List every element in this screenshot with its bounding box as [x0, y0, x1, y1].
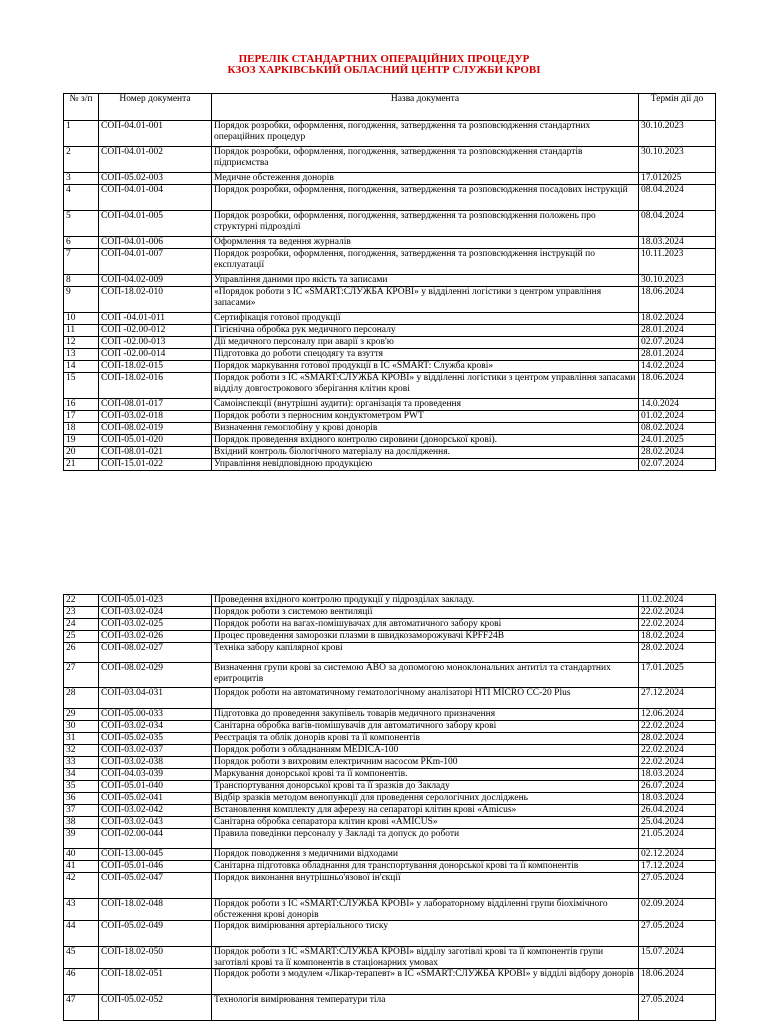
document-name: Порядок розробки, оформлення, погодження, затвердження та розповсюдження посадових інструкцій — [212, 185, 639, 211]
valid-until-date: 30.10.2023 — [639, 121, 716, 147]
table-row — [64, 447, 716, 459]
document-name: Технологія вимірювання температури тіла — [212, 995, 639, 1021]
document-name: Дії медичного персоналу при аварії з кров'ю — [212, 337, 639, 349]
valid-until-date: 28.02.2024 — [639, 447, 716, 459]
document-code: СОП-04.01-001 — [99, 121, 212, 147]
column-header-code: Номер документа — [99, 94, 212, 121]
valid-until-date: 27.12.2024 — [639, 688, 716, 709]
document-code: СОП-08.01-017 — [99, 399, 212, 411]
table-row — [64, 709, 716, 721]
table-row — [64, 817, 716, 829]
table-row — [64, 121, 716, 147]
document-code: СОП-18.02-048 — [99, 899, 212, 921]
row-number: 35 — [64, 781, 99, 793]
row-number: 39 — [64, 829, 99, 849]
valid-until-date: 18.03.2024 — [639, 769, 716, 781]
table-row — [64, 861, 716, 873]
document-name: Порядок виконання внутрішньо'язової ін'єкції — [212, 873, 639, 899]
valid-until-date: 01.02.2024 — [639, 411, 716, 423]
document-code: СОП -02.00-012 — [99, 325, 212, 337]
document-name: Порядок розробки, оформлення, погодження, затвердження та розповсюдження стандартних операційних процедур — [212, 121, 639, 147]
table-row — [64, 399, 716, 411]
document-name: Самоінспекції (внутрішні аудити): організація та проведення — [212, 399, 639, 411]
row-number: 47 — [64, 995, 99, 1021]
document-code: СОП-05.00-033 — [99, 709, 212, 721]
document-name: Санітарна підготовка обладнання для транспортування донорської крові та її компонентів — [212, 861, 639, 873]
document-code: СОП-08.01-021 — [99, 447, 212, 459]
row-number: 26 — [64, 643, 99, 663]
document-code: СОП-03.02-018 — [99, 411, 212, 423]
sop-table-page-2 — [63, 594, 716, 1021]
valid-until-date: 18.03.2024 — [639, 793, 716, 805]
row-number: 1 — [64, 121, 99, 147]
valid-until-date: 22.02.2024 — [639, 721, 716, 733]
table-row — [64, 995, 716, 1021]
row-number: 28 — [64, 688, 99, 709]
valid-until-date: 17.12.2024 — [639, 861, 716, 873]
valid-until-date: 22.02.2024 — [639, 619, 716, 631]
row-number: 7 — [64, 249, 99, 275]
document-name: Порядок роботи з вихровим електричним насосом PKm-100 — [212, 757, 639, 769]
valid-until-date: 02.07.2024 — [639, 337, 716, 349]
document-code: СОП-03.04-031 — [99, 688, 212, 709]
table-row — [64, 423, 716, 435]
table-row — [64, 631, 716, 643]
row-number: 24 — [64, 619, 99, 631]
document-code: СОП-18.02-010 — [99, 287, 212, 313]
table-row — [64, 769, 716, 781]
document-name: Процес проведення заморозки плазми в швидкозаморожувачі KPFF24B — [212, 631, 639, 643]
row-number: 38 — [64, 817, 99, 829]
valid-until-date: 18.06.2024 — [639, 373, 716, 399]
valid-until-date: 18.02.2024 — [639, 313, 716, 325]
row-number: 21 — [64, 459, 99, 471]
table-row — [64, 337, 716, 349]
valid-until-date: 30.10.2023 — [639, 275, 716, 287]
valid-until-date: 08.02.2024 — [639, 423, 716, 435]
valid-until-date: 22.02.2024 — [639, 745, 716, 757]
document-name: Відбір зразків методом венопункції для проведення серологічних досліджень — [212, 793, 639, 805]
table-row — [64, 361, 716, 373]
document-code: СОП-04.03-039 — [99, 769, 212, 781]
row-number: 46 — [64, 969, 99, 995]
valid-until-date: 15.07.2024 — [639, 947, 716, 969]
valid-until-date: 18.03.2024 — [639, 237, 716, 249]
row-number: 5 — [64, 211, 99, 237]
document-name: Порядок проведення вхідного контролю сировини (донорської крові). — [212, 435, 639, 447]
document-code: СОП-05.02-041 — [99, 793, 212, 805]
valid-until-date: 14.02.2024 — [639, 361, 716, 373]
table-row — [64, 873, 716, 899]
table-row — [64, 849, 716, 861]
document-name: Порядок розробки, оформлення, погодження, затвердження та розповсюдження стандартів підприємства — [212, 147, 639, 173]
document-code: СОП-05.01-040 — [99, 781, 212, 793]
valid-until-date: 28.01.2024 — [639, 349, 716, 361]
valid-until-date: 08.04.2024 — [639, 211, 716, 237]
document-name: Порядок розробки, оформлення, погодження, затвердження та розповсюдження положень про структурні підрозділі — [212, 211, 639, 237]
valid-until-date: 26.04.2024 — [639, 805, 716, 817]
document-name: Порядок роботи з модулем «Лікар-терапевт» в ІС «SMART:СЛУЖБА КРОВІ» у відділі відбору донорів — [212, 969, 639, 995]
valid-until-date: 28.02.2024 — [639, 643, 716, 663]
row-number: 10 — [64, 313, 99, 325]
document-code: СОП-05.01-020 — [99, 435, 212, 447]
document-code: СОП-04.01-005 — [99, 211, 212, 237]
document-name: Підготовка до роботи спецодягу та взуття — [212, 349, 639, 361]
document-code: СОП-03.02-043 — [99, 817, 212, 829]
table-row — [64, 805, 716, 817]
valid-until-date: 25.04.2024 — [639, 817, 716, 829]
document-code: СОП-18.02-015 — [99, 361, 212, 373]
valid-until-date: 27.05.2024 — [639, 921, 716, 947]
valid-until-date: 17.01.2025 — [639, 663, 716, 688]
row-number: 17 — [64, 411, 99, 423]
table-body — [64, 121, 716, 471]
table-row — [64, 595, 716, 607]
row-number: 2 — [64, 147, 99, 173]
document-name: Порядок роботи з перносним кондуктометром PWT — [212, 411, 639, 423]
table-row — [64, 745, 716, 757]
document-name: Порядок вимірювання артеріального тиску — [212, 921, 639, 947]
table-row — [64, 459, 716, 471]
document-code: СОП-03.02-034 — [99, 721, 212, 733]
document-name: Сертифікація готової продукції — [212, 313, 639, 325]
row-number: 32 — [64, 745, 99, 757]
document-name: Порядок роботи з ІС «SMART:СЛУЖБА КРОВІ» відділу заготівлі крові та її компонентів групи заготівлі крові та її компонентів в стаціонарних умовах — [212, 947, 639, 969]
table-row — [64, 643, 716, 663]
table-row — [64, 249, 716, 275]
document-name: Порядок поводження з медичними відходами — [212, 849, 639, 861]
table-row — [64, 721, 716, 733]
row-number: 13 — [64, 349, 99, 361]
document-code: СОП-02.00-044 — [99, 829, 212, 849]
document-name: Гігієнічна обробка рук медичного персоналу — [212, 325, 639, 337]
document-name: Порядок роботи на вагах-помішувачах для автоматичного забору крові — [212, 619, 639, 631]
document-name: Правила поведінки персоналу у Закладі та допуск до роботи — [212, 829, 639, 849]
row-number: 23 — [64, 607, 99, 619]
table-row — [64, 435, 716, 447]
valid-until-date: 27.05.2024 — [639, 995, 716, 1021]
sop-table-page-1 — [63, 93, 716, 471]
valid-until-date: 12.06.2024 — [639, 709, 716, 721]
row-number: 6 — [64, 237, 99, 249]
document-code: СОП -02.00-014 — [99, 349, 212, 361]
valid-until-date: 18.02.2024 — [639, 631, 716, 643]
row-number: 31 — [64, 733, 99, 745]
row-number: 33 — [64, 757, 99, 769]
document-code: СОП-04.01-006 — [99, 237, 212, 249]
table-body — [64, 595, 716, 1021]
valid-until-date: 22.02.2024 — [639, 757, 716, 769]
row-number: 15 — [64, 373, 99, 399]
valid-until-date: 14.0.2024 — [639, 399, 716, 411]
table-row — [64, 287, 716, 313]
document-code: СОП-08.02-019 — [99, 423, 212, 435]
document-name: Порядок роботи з ІС «SMART:СЛУЖБА КРОВІ» у відділенні логістики з центром управління запасами відділу довгострокового зберігання клітин крові — [212, 373, 639, 399]
row-number: 42 — [64, 873, 99, 899]
row-number: 44 — [64, 921, 99, 947]
document-name: Визначення гемоглобіну у крові донорів — [212, 423, 639, 435]
row-number: 43 — [64, 899, 99, 921]
table-row — [64, 733, 716, 745]
row-number: 22 — [64, 595, 99, 607]
document-code: СОП-18.02-051 — [99, 969, 212, 995]
table-row — [64, 211, 716, 237]
table-row — [64, 349, 716, 361]
document-code: СОП-05.01-046 — [99, 861, 212, 873]
document-name: Транспортування донорської крові та її зразків до Закладу — [212, 781, 639, 793]
table-row — [64, 173, 716, 185]
valid-until-date: 18.06.2024 — [639, 969, 716, 995]
table-row — [64, 663, 716, 688]
row-number: 19 — [64, 435, 99, 447]
document-name: Управління невідповідною продукцією — [212, 459, 639, 471]
table-row — [64, 921, 716, 947]
document-name: Санітарна обробка сепаратора клітин крові «AMICUS» — [212, 817, 639, 829]
valid-until-date: 28.01.2024 — [639, 325, 716, 337]
valid-until-date: 21.05.2024 — [639, 829, 716, 849]
row-number: 3 — [64, 173, 99, 185]
row-number: 16 — [64, 399, 99, 411]
document-code: СОП -02.00-013 — [99, 337, 212, 349]
valid-until-date: 10.11.2023 — [639, 249, 716, 275]
table-row — [64, 781, 716, 793]
row-number: 12 — [64, 337, 99, 349]
table-header-row — [64, 94, 716, 121]
document-code: СОП-03.02-042 — [99, 805, 212, 817]
column-header-valid-until: Термін дії до — [639, 94, 716, 121]
document-name: Реєстрація та облік донорів крові та її компонентів — [212, 733, 639, 745]
row-number: 27 — [64, 663, 99, 688]
document-code: СОП-05.02-003 — [99, 173, 212, 185]
table-row — [64, 275, 716, 287]
row-number: 4 — [64, 185, 99, 211]
valid-until-date: 30.10.2023 — [639, 147, 716, 173]
document-code: СОП-03.02-038 — [99, 757, 212, 769]
table-row — [64, 829, 716, 849]
document-code: СОП-05.02-052 — [99, 995, 212, 1021]
row-number: 40 — [64, 849, 99, 861]
document-code: СОП-03.02-024 — [99, 607, 212, 619]
valid-until-date: 08.04.2024 — [639, 185, 716, 211]
document-code: СОП-05.02-047 — [99, 873, 212, 899]
document-code: СОП-13.00-045 — [99, 849, 212, 861]
document-title-line-1: ПЕРЕЛІК СТАНДАРТНИХ ОПЕРАЦІЙНИХ ПРОЦЕДУР — [238, 53, 530, 65]
row-number: 11 — [64, 325, 99, 337]
valid-until-date: 18.06.2024 — [639, 287, 716, 313]
table-row — [64, 619, 716, 631]
valid-until-date: 11.02.2024 — [639, 595, 716, 607]
document-name: Оформлення та ведення журналів — [212, 237, 639, 249]
row-number: 14 — [64, 361, 99, 373]
table-row — [64, 147, 716, 173]
table-row — [64, 185, 716, 211]
document-code: СОП-04.01-004 — [99, 185, 212, 211]
row-number: 25 — [64, 631, 99, 643]
document-name: Порядок маркування готової продукції в ІС «SMART: Служба крові» — [212, 361, 639, 373]
document-code: СОП-18.02-016 — [99, 373, 212, 399]
document-code: СОП-03.02-026 — [99, 631, 212, 643]
document-code: СОП-04.02-009 — [99, 275, 212, 287]
document-name: Порядок роботи з обладнанням MEDICA-100 — [212, 745, 639, 757]
document-code: СОП-08.02-029 — [99, 663, 212, 688]
document-name: Підготовка до проведення закупівель товарів медичного призначення — [212, 709, 639, 721]
document-name: Маркування донорської крові та її компонентів. — [212, 769, 639, 781]
table-row — [64, 325, 716, 337]
valid-until-date: 02.12.2024 — [639, 849, 716, 861]
row-number: 29 — [64, 709, 99, 721]
document-name: Порядок роботи на автоматичному гематологічному аналізаторі HTI MICRO CC-20 Plus — [212, 688, 639, 709]
document-name: Медичне обстеження донорів — [212, 173, 639, 185]
column-header-number: № з/п — [64, 94, 99, 121]
table-row — [64, 607, 716, 619]
table-row — [64, 947, 716, 969]
document-name: Порядок роботи з ІС «SMART:СЛУЖБА КРОВІ» у лабораторному відділенні групи біохімічного обстеження крові донорів — [212, 899, 639, 921]
document-name: Санітарна обробка вагів-помішувачів для автоматичного забору крові — [212, 721, 639, 733]
document-code: СОП-03.02-025 — [99, 619, 212, 631]
row-number: 30 — [64, 721, 99, 733]
table-row — [64, 757, 716, 769]
row-number: 18 — [64, 423, 99, 435]
document-code: СОП-15.01-022 — [99, 459, 212, 471]
valid-until-date: 02.07.2024 — [639, 459, 716, 471]
document-name: Управління даними про якість та записами — [212, 275, 639, 287]
document-name: Встановлення комплекту для аферезу на сепараторі клітин крові «Amicus» — [212, 805, 639, 817]
row-number: 37 — [64, 805, 99, 817]
valid-until-date: 22.02.2024 — [639, 607, 716, 619]
document-name: Порядок роботи з системою вентиляції — [212, 607, 639, 619]
table-row — [64, 688, 716, 709]
document-code: СОП-04.01-002 — [99, 147, 212, 173]
column-header-name: Назва документа — [212, 94, 639, 121]
document-name: Проведення вхідного контролю продукції у підрозділах закладу. — [212, 595, 639, 607]
row-number: 36 — [64, 793, 99, 805]
valid-until-date: 02.09.2024 — [639, 899, 716, 921]
document-code: СОП-05.02-035 — [99, 733, 212, 745]
document-code: СОП-03.02-037 — [99, 745, 212, 757]
document-code: СОП-08.02-027 — [99, 643, 212, 663]
row-number: 41 — [64, 861, 99, 873]
table-row — [64, 969, 716, 995]
document-name: Визначення групи крові за системою АВО за допомогою моноклональних антитіл та стандартних еритроцитів — [212, 663, 639, 688]
document-code: СОП-18.02-050 — [99, 947, 212, 969]
row-number: 45 — [64, 947, 99, 969]
document-name: Техніка забору капілярної крові — [212, 643, 639, 663]
table-row — [64, 899, 716, 921]
document-code: СОП-04.01-007 — [99, 249, 212, 275]
document-title-line-2: КЗОЗ ХАРКІВСЬКИЙ ОБЛАСНИЙ ЦЕНТР СЛУЖБИ КРОВІ — [227, 64, 541, 76]
document-name: Вхідний контроль біологічного матеріалу на дослідження. — [212, 447, 639, 459]
valid-until-date: 26.07.2024 — [639, 781, 716, 793]
document-name: Порядок розробки, оформлення, погодження, затвердження та розповсюдження інструкцій по експлуатації — [212, 249, 639, 275]
document-name: «Порядок роботи з ІС «SMART:СЛУЖБА КРОВІ» у відділенні логістики з центром управління запасами» — [212, 287, 639, 313]
valid-until-date: 28.02.2024 — [639, 733, 716, 745]
table-row — [64, 411, 716, 423]
row-number: 34 — [64, 769, 99, 781]
valid-until-date: 27.05.2024 — [639, 873, 716, 899]
row-number: 20 — [64, 447, 99, 459]
document-code: СОП -04.01-011 — [99, 313, 212, 325]
table-row — [64, 237, 716, 249]
valid-until-date: 17.012025 — [639, 173, 716, 185]
table-row — [64, 313, 716, 325]
row-number: 9 — [64, 287, 99, 313]
valid-until-date: 24.01.2025 — [639, 435, 716, 447]
row-number: 8 — [64, 275, 99, 287]
document-code: СОП-05.02-049 — [99, 921, 212, 947]
table-row — [64, 793, 716, 805]
table-row — [64, 373, 716, 399]
document-code: СОП-05.01-023 — [99, 595, 212, 607]
